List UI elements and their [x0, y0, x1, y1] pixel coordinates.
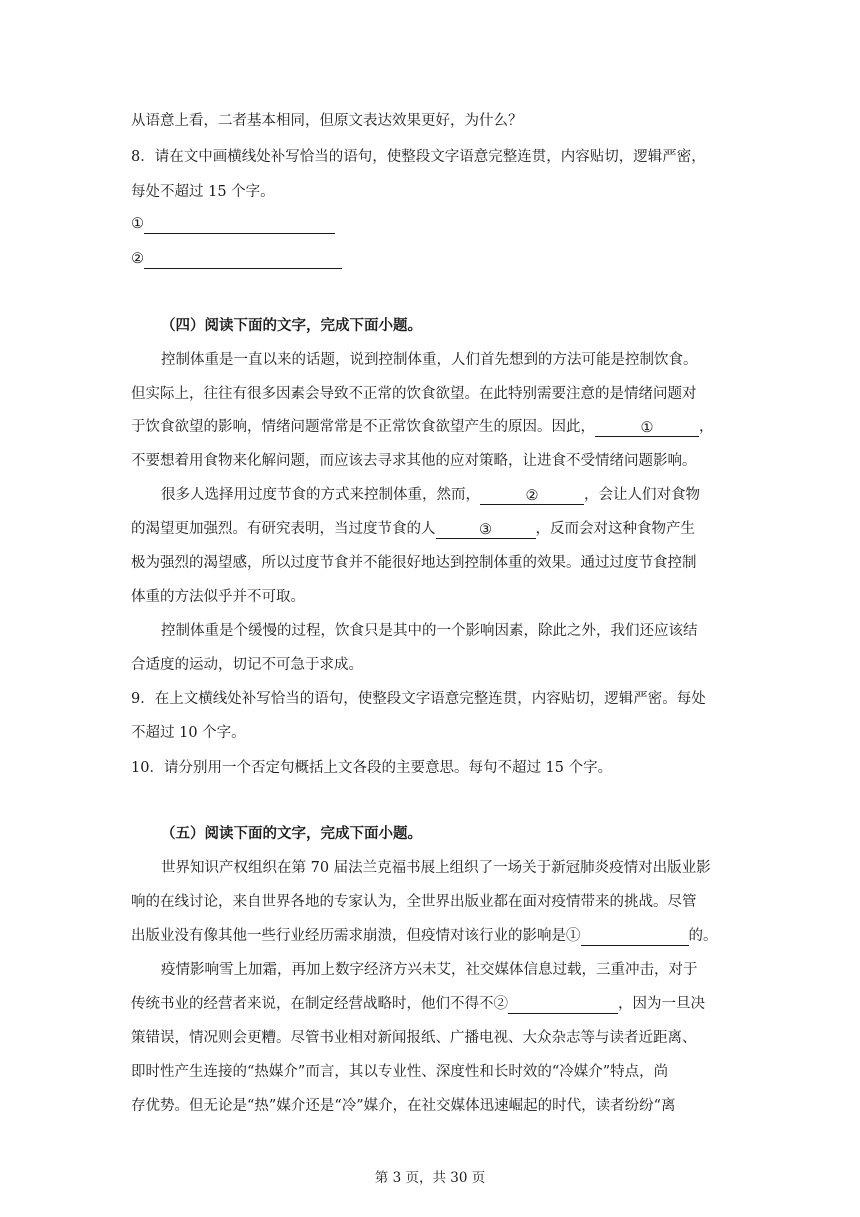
s5-p2-line5: 存优势。但无论是“热”媒介还是“冷”媒介，在社交媒体迅速崛起的时代，读者纷纷“离 [131, 1098, 676, 1114]
answer-blank-1[interactable] [131, 214, 335, 234]
question-8-line1: 8．请在文中画横线处补写恰当的语句，使整段文字语意完整连贯，内容贴切，逻辑严密， [131, 149, 706, 165]
s4-p1-line3-end: ， [699, 419, 714, 435]
answer-blank-1-label: ① [131, 216, 144, 232]
s5-p1-line3-text: 出版业没有像其他一些行业经历需求崩溃，但疫情对该行业的影响是① [131, 928, 581, 944]
s5-p2-line2-text: 传统书业的经营者来说，在制定经营战略时，他们不得不② [131, 996, 508, 1012]
q7-tail: 从语意上看，二者基本相同，但原文表达效果更好，为什么？ [131, 113, 523, 129]
blank-1[interactable]: ① [595, 418, 699, 437]
s5-p1-line2: 响的在线讨论，来自世界各地的专家认为，全世界出版业都在面对疫情带来的挑战。尽管 [131, 894, 697, 910]
blank-3[interactable]: ③ [436, 520, 536, 539]
answer-blank-s5-1[interactable] [581, 927, 689, 946]
s5-p2-line4: 即时性产生连接的“热媒介”而言，其以专业性、深度性和长时效的“冷媒介”特点，尚 [131, 1064, 669, 1080]
s5-p2-line2-end: ，因为一旦决 [618, 996, 705, 1012]
question-9-line2: 不超过 10 个字。 [131, 725, 246, 741]
s4-p2-line2-end: ，反而会对这种食物产生 [535, 521, 695, 537]
s4-p3-line2: 合适度的运动，切记不可急于求成。 [131, 657, 363, 673]
question-10: 10．请分别用一个否定句概括上文各段的主要意思。每句不超过 15 个字。 [131, 760, 613, 776]
s5-p1-line3 [131, 926, 718, 946]
section-4-heading: （四）阅读下面的文字，完成下面小题。 [161, 317, 422, 334]
answer-blank-2[interactable] [131, 249, 342, 269]
s5-p2-line3: 策错误，情况则会更糟。尽管书业相对新闻报纸、广播电视、大众杂志等与读者近距离、 [131, 1030, 697, 1046]
section-5-heading: （五）阅读下面的文字，完成下面小题。 [161, 825, 422, 842]
s4-p1-line2: 但实际上，往往有很多因素会导致不正常的饮食欲望。在此特别需要注意的是情绪问题对 [131, 386, 697, 402]
s4-p1-line3-text: 于饮食欲望的影响，情绪问题常常是不正常饮食欲望产生的原因。因此， [131, 419, 595, 435]
page-footer: 第 3 页，共 30 页 [374, 1170, 486, 1186]
s4-p2-line2 [131, 519, 695, 539]
s4-p1-line1: 控制体重是一直以来的话题，说到控制体重，人们首先想到的方法可能是控制饮食。 [161, 352, 698, 368]
s4-p2-line1-end: ，会让人们对食物 [584, 487, 700, 503]
answer-blank-s5-2[interactable] [508, 995, 618, 1014]
answer-blank-2-label: ② [131, 251, 144, 267]
s4-p1-line3 [131, 417, 714, 437]
s5-p1-line1: 世界知识产权组织在第 70 届法兰克福书展上组织了一场关于新冠肺炎疫情对出版业影 [161, 860, 711, 876]
question-9-line1: 9．在上文横线处补写恰当的语句，使整段文字语意完整连贯，内容贴切，逻辑严密。每处 [131, 691, 706, 707]
s4-p2-line1 [161, 485, 700, 505]
s4-p3-line1: 控制体重是个缓慢的过程，饮食只是其中的一个影响因素，除此之外，我们还应该结 [161, 623, 698, 639]
s5-p2-line1: 疫情影响雪上加霜，再加上数字经济方兴未艾，社交媒体信息过载，三重冲击，对于 [161, 962, 698, 978]
question-8-line2: 每处不超过 15 个字。 [131, 184, 275, 200]
answer-blank-2-line[interactable] [144, 250, 342, 269]
s4-p1-line4: 不要想着用食物来化解问题，而应该去寻求其他的应对策略，让进食不受情绪问题影响。 [131, 453, 697, 469]
s5-p2-line2 [131, 994, 705, 1014]
s5-p1-line3-end: 的。 [688, 928, 718, 944]
s4-p2-line4: 体重的方法似乎并不可取。 [131, 589, 305, 605]
blank-2[interactable]: ② [480, 486, 584, 505]
s4-p2-line3: 极为强烈的渴望感，所以过度节食并不能很好地达到控制体重的效果。通过过度节食控制 [131, 555, 697, 571]
answer-blank-1-line[interactable] [144, 215, 335, 234]
s4-p2-line2-text: 的渴望更加强烈。有研究表明，当过度节食的人 [131, 521, 436, 537]
s4-p2-line1-text: 很多人选择用过度节食的方式来控制体重，然而， [161, 487, 480, 503]
